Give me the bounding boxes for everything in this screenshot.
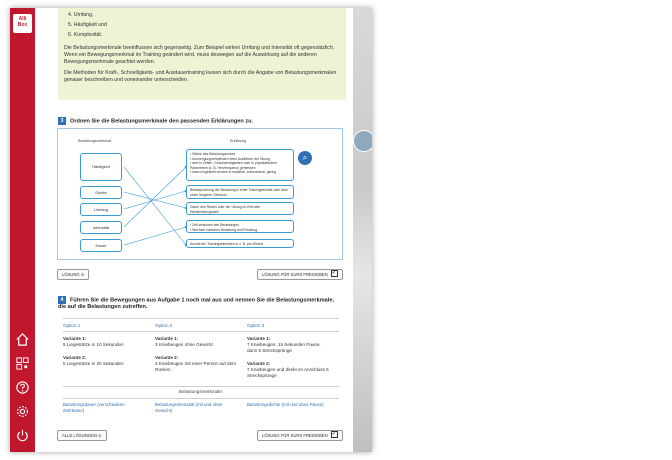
label-umfang[interactable]: Umfang bbox=[80, 203, 122, 216]
divider bbox=[63, 398, 339, 399]
release-solution-button[interactable] bbox=[257, 430, 343, 441]
eye-off-icon: ⊘ bbox=[80, 272, 85, 277]
task-4-heading bbox=[58, 296, 338, 311]
intro-box bbox=[58, 8, 346, 100]
answer-option-2: Belastungsintensität (mit und ohne Gewicht) bbox=[155, 402, 223, 413]
label-dichte[interactable]: Dichte bbox=[80, 186, 122, 199]
option-3-title: Option 3 bbox=[247, 323, 265, 328]
release-solution-button[interactable] bbox=[257, 269, 343, 280]
variant-text: 5 Liegestütze in 10 Sekunden bbox=[63, 342, 124, 348]
variant-label: Variante 1: bbox=[63, 336, 87, 341]
checkbox-checked-icon: ✓ bbox=[331, 431, 337, 438]
logo-line2: Box bbox=[17, 21, 28, 28]
people-thumbnail-icon[interactable] bbox=[353, 130, 372, 152]
explanation-box[interactable]: • Zeit zwischen den Belastungen • Wechsel zwischen Belastung und Erholung bbox=[186, 220, 294, 233]
col-title-left: Belastungsmerkmal bbox=[78, 139, 112, 143]
app-window bbox=[10, 8, 372, 452]
checkbox-checked-icon: ✓ bbox=[331, 270, 337, 277]
variant-label: Variante 1: bbox=[155, 336, 179, 341]
home-icon[interactable] bbox=[15, 332, 30, 347]
explanation-box[interactable]: Dauer des Reizes oder der Übung im Zeit oder Wiederholungszahl bbox=[186, 202, 294, 215]
col-title-right: Erklärung bbox=[230, 139, 247, 143]
variant-text: 5 Liegestütze in 20 Sekunden bbox=[63, 360, 124, 366]
variant-text: 3 Kniebeugen mit einer Person auf dem Rücken bbox=[155, 360, 236, 373]
all-solutions-label: ALLE LÖSUNGEN bbox=[62, 433, 97, 438]
option-1-text bbox=[63, 336, 147, 367]
option-2-title: Option 2 bbox=[155, 323, 173, 328]
matching-diagram[interactable] bbox=[57, 128, 343, 260]
logo-line1: Alli bbox=[18, 16, 27, 22]
intro-list-item: 4. Umfang, bbox=[68, 12, 94, 18]
explanation-box[interactable]: • Stärke des Belastungsreizes • Anstrengungsempfinden beim Ausführen der Übung • wird in Zeiten, Geschwindigkeiten oder in physikalischen Parametern (z. B. Herzfrequenz) gemessen • kann eingestellt werden in maximal, submaximal, gering bbox=[186, 149, 294, 181]
label-haeufigkeit[interactable]: Häufigkeit bbox=[80, 153, 122, 181]
background-image bbox=[353, 8, 372, 452]
task-title: Ordnen Sie die Belastungsmerkmale den passenden Erklärungen zu. bbox=[70, 118, 254, 125]
variant-text: 7 Kniebeugen und direkt im Anschluss 5 Strecksprünge bbox=[247, 367, 329, 379]
intro-list-item: 5. Häufigkeit und bbox=[68, 22, 107, 29]
label-dauer[interactable]: Dauer bbox=[80, 239, 122, 252]
variant-text: 3 Kniebeugen ohne Gewicht bbox=[155, 342, 213, 348]
intro-paragraph: Die Belastungsmerkmale beeinflussen sich gegenseitig. Zum Beispiel wirken Umfang und Intensität oft gegensätzlich. Wenn ein Bewegungsmerkmal im Training geändert wird, muss deswegen auf die Auswirkung auf die anderen Bewegungsmerkmale geachtet werden. bbox=[64, 44, 335, 66]
variant-label: Variante 2: bbox=[247, 360, 271, 366]
release-button-label: LÖSUNG FÜR KURS FREIGEBEN bbox=[262, 272, 328, 277]
explanation-box[interactable]: Beanspruchung der Belastung in einer Trainingseinheit oder über einen längeren Zeitraum bbox=[186, 185, 294, 199]
variant-label: Variante 2: bbox=[155, 354, 179, 360]
option-2-text bbox=[155, 336, 239, 373]
divider bbox=[63, 331, 339, 332]
divider bbox=[63, 386, 339, 387]
app-logo[interactable] bbox=[13, 14, 32, 33]
option-3-text bbox=[247, 336, 331, 379]
help-icon[interactable] bbox=[15, 380, 30, 395]
main-content bbox=[35, 8, 353, 452]
task-number: 3 bbox=[58, 117, 66, 125]
solution-button[interactable] bbox=[57, 269, 89, 280]
variant-label: Variante 2: bbox=[63, 354, 87, 360]
option-1-title: Option 1 bbox=[63, 323, 81, 328]
task-3-heading bbox=[58, 117, 338, 125]
qr-code-icon[interactable] bbox=[15, 356, 30, 371]
label-intensitaet[interactable]: Intensität bbox=[80, 221, 122, 234]
task-number: 4 bbox=[58, 296, 66, 304]
answer-option-3: Belastungsdichte (mit und ohne Pause) bbox=[247, 402, 324, 407]
all-solutions-button[interactable] bbox=[57, 430, 107, 441]
intro-paragraph: Die Methoden für Kraft-, Schnelligkeits- und Ausdauertraining lassen sich durch die Angabe von Belastungsmerkmalen genauer beschreiben und voneinander unterscheiden. bbox=[64, 70, 337, 84]
variant-label: Variante 1: bbox=[247, 336, 271, 341]
power-icon[interactable] bbox=[15, 428, 30, 443]
explanation-box[interactable]: Anzahl der Trainingseinheiten in z. B. pro Woche bbox=[186, 239, 294, 248]
solution-button-label: LÖSUNG bbox=[62, 272, 80, 277]
task-title: Führen Sie die Bewegungen aus Aufgabe 1 noch mal aus und nennen Sie die Belastungsmerkmale, die auf die Belastungen zutreffen. bbox=[58, 297, 335, 311]
eye-off-icon: ⊘ bbox=[98, 433, 102, 438]
answer-option-1: Belastungsdauer (verschiedene Zeiträume) bbox=[63, 402, 125, 413]
zoom-magnifier-icon[interactable]: ⌕ bbox=[298, 151, 312, 165]
intro-list-item: 6. Komplexität. bbox=[68, 32, 103, 39]
settings-gear-icon[interactable] bbox=[15, 404, 30, 419]
sidebar bbox=[10, 8, 35, 452]
release-button-label: LÖSUNG FÜR KURS FREIGEBEN bbox=[262, 433, 328, 438]
merkmale-label: Belastungsmerkmale: bbox=[178, 389, 224, 394]
variant-text: 7 Kniebeugen, 15 Sekunden Pause, dann 5 Strecksprünge bbox=[247, 342, 321, 354]
divider bbox=[63, 318, 339, 319]
